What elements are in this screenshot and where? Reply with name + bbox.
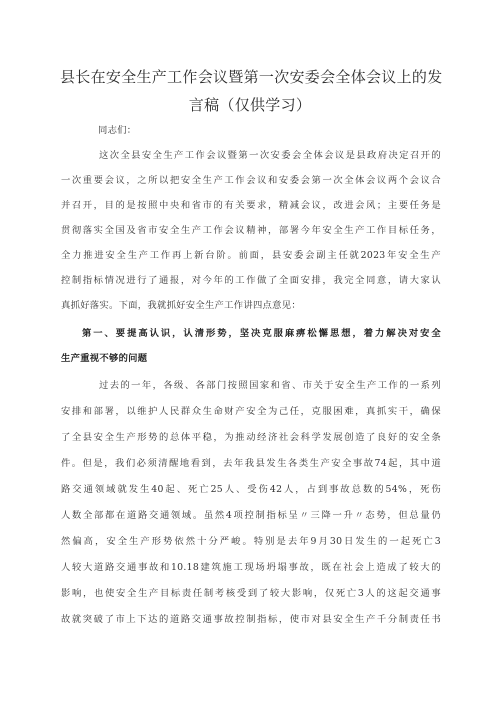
salutation: 同志们：	[98, 125, 137, 136]
section-heading-line: 第一、要提高认识，认清形势，坚决克服麻痹松懈思想，着力解决对安全	[82, 328, 441, 339]
paragraph-1-line: 控制指标情况进行了通报，对今年的工作做了全面安排，我完全同意，请大家认	[61, 275, 441, 286]
paragraph-2-line: 件。但是，我们必须清醒地看到，去年我县发生各类生产安全事故74起，其中道	[61, 458, 441, 469]
paragraph-1-line: 并召开，目的是按照中央和省市的有关要求，精减会议，改进会风；主要任务是	[61, 200, 441, 211]
document-title-line-1: 县长在安全生产工作会议暨第一次安委会全体会议上的发	[60, 68, 443, 86]
paragraph-2-line: 安排和部署，以维护人民群众生命财产安全为己任，克服困难，真抓实干，确保	[61, 406, 441, 417]
paragraph-2-line: 影响，也使安全生产目标责任制考核受到了较大影响，仅死亡3人的这起交通事	[61, 588, 441, 599]
paragraph-2-line: 路交通领域就发生40起、死亡25人、受伤42人，占到事故总数的54%，死伤	[61, 484, 441, 495]
paragraph-1-line: 一次重要会议，之所以把安全生产工作会议和安委会第一次全体会议两个会议合	[61, 175, 441, 186]
paragraph-2-line: 故就突破了市上下达的道路交通事故控制指标，使市对县安全生产千分制责任书	[61, 614, 441, 625]
paragraph-2-line: 然偏高，安全生产形势依然十分严峻。特别是去年9月30日发生的一起死亡3	[61, 536, 441, 547]
section-heading-line: 生产重视不够的问题	[61, 353, 148, 364]
paragraph-1-line: 贯彻落实全国及省市安全生产工作会议精神，部署今年安全生产工作目标任务，	[61, 225, 441, 236]
paragraph-2-line: 了全县安全生产形势的总体平稳，为推动经济社会科学发展创造了良好的安全条	[61, 432, 441, 443]
paragraph-2-line: 过去的一年，各级、各部门按照国家和省、市关于安全生产工作的一系列	[99, 380, 441, 391]
document-title-line-2: 言稿（仅供学习）	[188, 96, 312, 114]
paragraph-2-line: 人数全部都在道路交通领域。虽然4项控制指标呈〃三降一升〃态势，但总量仍	[61, 510, 441, 521]
paragraph-1-line: 这次全县安全生产工作会议暨第一次安委会全体会议是县政府决定召开的	[99, 150, 441, 161]
paragraph-1-line: 真抓好落实。下面，我就抓好安全生产工作讲四点意见：	[61, 300, 301, 311]
paragraph-2-line: 人较大道路交通事故和10.18建筑施工现场坍塌事故，既在社会上造成了较大的	[61, 562, 441, 573]
paragraph-1-line: 全力推进安全生产工作再上新台阶。前面，县安委会副主任就2023年安全生产	[61, 250, 441, 261]
